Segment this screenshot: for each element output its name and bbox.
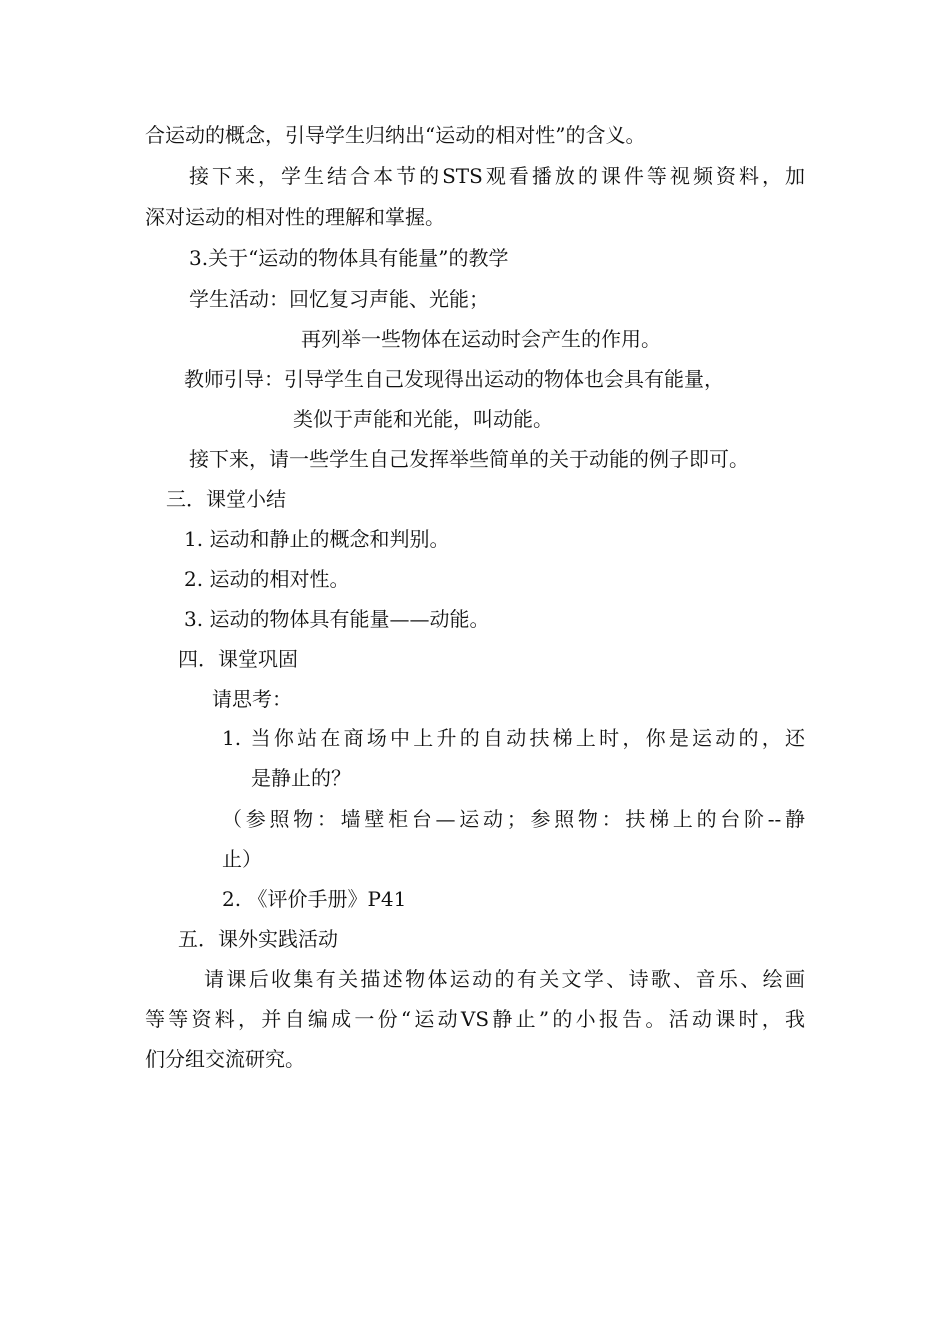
question-line: 是静止的？: [251, 766, 351, 790]
student-activity-line: 再列举一些物体在运动时会产生的作用。: [301, 327, 661, 351]
paragraph-line: 合运动的概念，引导学生归纳出“运动的相对性”的含义。: [145, 123, 646, 147]
summary-heading: 三．课堂小结: [166, 487, 286, 511]
consolidation-heading: 四．课堂巩固: [178, 647, 298, 671]
student-activity-line: 学生活动：回忆复习声能、光能；: [189, 287, 489, 311]
answer-line: （参照物：墙壁柜台—运动；参照物：扶梯上的台阶--静: [222, 807, 805, 831]
paragraph-line: 深对运动的相对性的理解和掌握。: [145, 205, 445, 229]
paragraph-line: 接下来，请一些学生自己发挥举些简单的关于动能的例子即可。: [189, 447, 749, 471]
paragraph-line: 接下来，学生结合本节的STS观看播放的课件等视频资料，加: [189, 164, 805, 188]
summary-item: 3. 运动的物体具有能量——动能。: [184, 607, 490, 631]
question-line: 2. 《评价手册》P41: [222, 887, 407, 911]
consolidation-prompt: 请思考：: [212, 687, 292, 711]
teacher-guide-line: 教师引导：引导学生自己发现得出运动的物体也会具有能量，: [184, 367, 724, 391]
section-heading: 3.关于“运动的物体具有能量”的教学: [189, 246, 509, 270]
summary-item: 2. 运动的相对性。: [184, 567, 350, 591]
summary-item: 1. 运动和静止的概念和判别。: [184, 527, 450, 551]
question-line: 1. 当你站在商场中上升的自动扶梯上时，你是运动的，还: [222, 726, 805, 750]
practice-line: 等等资料，并自编成一份“运动VS静止”的小报告。活动课时，我: [145, 1007, 805, 1031]
practice-line: 们分组交流研究。: [145, 1047, 305, 1071]
teacher-guide-line: 类似于声能和光能，叫动能。: [293, 407, 553, 431]
answer-line: 止）: [222, 847, 262, 871]
practice-line: 请课后收集有关描述物体运动的有关文学、诗歌、音乐、绘画: [204, 967, 805, 991]
practice-heading: 五．课外实践活动: [178, 927, 338, 951]
